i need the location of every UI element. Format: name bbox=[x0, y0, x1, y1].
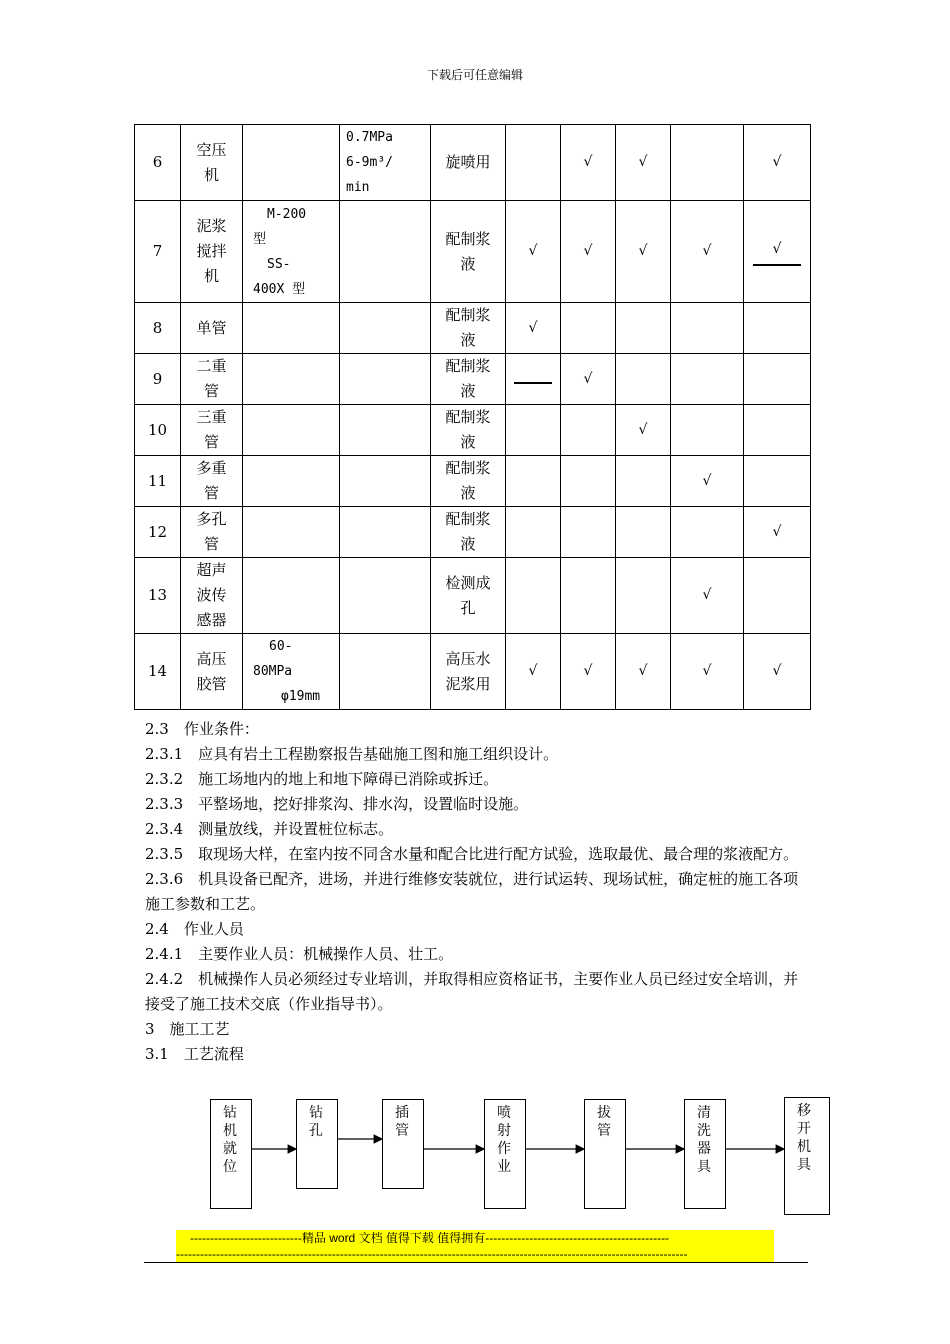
method-check-cell bbox=[671, 201, 744, 303]
footer-watermark-line2: -------------------------------------------------------------------------------------------------------------------------------- bbox=[176, 1247, 688, 1261]
check-mark: √ bbox=[772, 523, 782, 540]
method-check-cell bbox=[616, 456, 671, 507]
row-number-line: 8 bbox=[152, 318, 163, 337]
equipment-use bbox=[431, 354, 506, 405]
method-check-cell bbox=[616, 354, 671, 405]
equipment-spec bbox=[340, 303, 431, 354]
row-number-line: 10 bbox=[147, 420, 168, 439]
equipment-use-line: 孔 bbox=[460, 598, 476, 617]
equipment-name-line: 波传 bbox=[196, 586, 227, 604]
equipment-model-line: φ19mm bbox=[281, 689, 321, 704]
table-row bbox=[135, 125, 811, 201]
equipment-name bbox=[181, 558, 243, 634]
method-check-cell bbox=[506, 303, 561, 354]
equipment-spec-line: min bbox=[346, 180, 370, 195]
equipment-name-line: 超声 bbox=[196, 561, 227, 579]
equipment-use bbox=[431, 634, 506, 710]
paragraph: 3 施工工艺 bbox=[145, 1020, 230, 1038]
equipment-name-line: 搅拌 bbox=[196, 242, 227, 260]
check-mark: √ bbox=[638, 154, 648, 170]
method-check-cell bbox=[561, 303, 616, 354]
paragraph: 2.3.2 施工场地内的地上和地下障碍已消除或拆迁。 bbox=[145, 770, 499, 788]
method-check-cell bbox=[506, 405, 561, 456]
row-number-line: 12 bbox=[147, 522, 168, 541]
method-check-cell bbox=[671, 125, 744, 201]
method-check-cell bbox=[671, 558, 744, 634]
method-check-cell bbox=[561, 634, 616, 710]
method-check-cell bbox=[561, 456, 616, 507]
equipment-model-line: 80MPa bbox=[253, 664, 293, 679]
method-check-cell bbox=[744, 507, 811, 558]
footer-watermark-line1: ----------------------------精品 word 文档 值得下载 值得拥有---------------------------------------------- bbox=[190, 1231, 670, 1245]
equipment-model bbox=[243, 354, 340, 405]
equipment-use-line: 配制浆 bbox=[445, 306, 491, 324]
method-check-cell bbox=[744, 558, 811, 634]
method-check-cell bbox=[561, 125, 616, 201]
equipment-use-line: 液 bbox=[460, 433, 476, 451]
row-number bbox=[135, 303, 181, 354]
table-row bbox=[135, 634, 811, 710]
check-mark: √ bbox=[772, 154, 782, 170]
check-mark: √ bbox=[772, 241, 782, 257]
paragraph: 3.1 工艺流程 bbox=[145, 1045, 244, 1063]
paragraph: 2.4.1 主要作业人员：机械操作人员、壮工。 bbox=[145, 945, 454, 963]
equipment-model-line: 400X 型 bbox=[253, 281, 306, 297]
method-check-cell bbox=[561, 201, 616, 303]
equipment-use-line: 液 bbox=[460, 331, 476, 349]
equipment-use-line: 配制浆 bbox=[445, 357, 491, 375]
footer-rule bbox=[144, 1262, 808, 1263]
check-mark: √ bbox=[528, 243, 538, 259]
equipment-name bbox=[181, 201, 243, 303]
method-check-cell bbox=[744, 405, 811, 456]
row-number-line: 7 bbox=[152, 242, 163, 260]
method-check-cell bbox=[616, 558, 671, 634]
method-check-cell bbox=[671, 303, 744, 354]
paragraph: 2.3.6 机具设备已配齐，进场，并进行维修安装就位，进行试运转、现场试桩，确定桩的施工各项施工参数和工艺。 bbox=[145, 870, 799, 913]
equipment-spec-line: 0.7MPa bbox=[346, 130, 393, 145]
check-mark: √ bbox=[583, 370, 593, 387]
equipment-use bbox=[431, 507, 506, 558]
method-check-cell bbox=[616, 507, 671, 558]
method-check-cell bbox=[506, 507, 561, 558]
method-check-cell bbox=[671, 405, 744, 456]
equipment-use-line: 液 bbox=[460, 535, 476, 553]
flow-step: 钻机就位 bbox=[210, 1099, 252, 1209]
equipment-name-line: 管 bbox=[203, 382, 219, 400]
equipment-name-line: 泥浆 bbox=[196, 217, 227, 235]
method-check-cell bbox=[744, 125, 811, 201]
row-number bbox=[135, 507, 181, 558]
method-check-cell bbox=[744, 634, 811, 710]
check-mark: √ bbox=[702, 472, 712, 489]
equipment-name-line: 感器 bbox=[196, 611, 227, 629]
row-number bbox=[135, 558, 181, 634]
method-check-cell bbox=[744, 456, 811, 507]
paragraph: 2.3.3 平整场地，挖好排浆沟、排水沟，设置临时设施。 bbox=[145, 795, 529, 813]
table-row bbox=[135, 558, 811, 634]
row-number bbox=[135, 354, 181, 405]
method-check-cell bbox=[506, 354, 561, 405]
equipment-use-line: 泥浆用 bbox=[445, 674, 491, 693]
equipment-use-line: 液 bbox=[460, 484, 476, 502]
underline-mark bbox=[753, 264, 801, 266]
equipment-name bbox=[181, 507, 243, 558]
method-check-cell bbox=[744, 303, 811, 354]
equipment-name-line: 机 bbox=[203, 165, 219, 184]
paragraph: 2.4.2 机械操作人员必须经过专业培训，并取得相应资格证书，主要作业人员已经过安全培训，并接受了施工技术交底（作业指导书）。 bbox=[145, 970, 799, 1013]
paragraph: 2.3.1 应具有岩土工程勘察报告基础施工图和施工组织设计。 bbox=[145, 745, 559, 763]
equipment-model-line: 型 bbox=[253, 231, 267, 247]
method-check-cell bbox=[671, 634, 744, 710]
method-check-cell bbox=[744, 354, 811, 405]
equipment-spec bbox=[340, 354, 431, 405]
table-row bbox=[135, 354, 811, 405]
equipment-use-line: 配制浆 bbox=[445, 510, 491, 528]
table-row bbox=[135, 507, 811, 558]
equipment-name-line: 胶管 bbox=[196, 674, 227, 693]
equipment-name bbox=[181, 125, 243, 201]
row-number bbox=[135, 456, 181, 507]
check-mark: √ bbox=[702, 243, 712, 259]
equipment-name-line: 管 bbox=[203, 484, 219, 502]
equipment-model bbox=[243, 558, 340, 634]
check-mark: √ bbox=[583, 154, 593, 170]
equipment-use bbox=[431, 201, 506, 303]
equipment-name-line: 三重 bbox=[196, 408, 227, 426]
check-mark: √ bbox=[583, 663, 593, 679]
equipment-use bbox=[431, 125, 506, 201]
method-check-cell bbox=[671, 456, 744, 507]
equipment-model-line: M-200 bbox=[267, 206, 307, 222]
equipment-use bbox=[431, 405, 506, 456]
check-mark: √ bbox=[638, 663, 648, 679]
equipment-use bbox=[431, 558, 506, 634]
method-check-cell bbox=[561, 507, 616, 558]
equipment-spec-line: 6-9m³/ bbox=[346, 155, 393, 170]
equipment-name bbox=[181, 405, 243, 456]
equipment-model bbox=[243, 507, 340, 558]
equipment-spec bbox=[340, 125, 431, 201]
equipment-model bbox=[243, 634, 340, 710]
method-check-cell bbox=[561, 405, 616, 456]
equipment-name-line: 二重 bbox=[196, 357, 227, 375]
flow-step: 拔 管 bbox=[584, 1099, 626, 1209]
check-mark: √ bbox=[702, 663, 712, 679]
equipment-use-line: 旋喷用 bbox=[445, 153, 491, 171]
table-row bbox=[135, 201, 811, 303]
method-check-cell bbox=[506, 125, 561, 201]
equipment-model-line: SS- bbox=[267, 256, 291, 272]
row-number bbox=[135, 634, 181, 710]
flow-step: 钻 孔 bbox=[296, 1099, 338, 1189]
method-check-cell bbox=[744, 201, 811, 303]
equipment-use-line: 液 bbox=[460, 382, 476, 400]
equipment-name-line: 多重 bbox=[196, 459, 227, 477]
flow-step: 清洗器具 bbox=[684, 1099, 726, 1209]
equipment-name bbox=[181, 354, 243, 405]
equipment-use-line: 配制浆 bbox=[445, 408, 491, 426]
flow-step: 移开机具 bbox=[784, 1097, 830, 1215]
method-check-cell bbox=[616, 634, 671, 710]
paragraph: 2.3.4 测量放线，并设置桩位标志。 bbox=[145, 820, 394, 838]
equipment-spec bbox=[340, 405, 431, 456]
equipment-use-line: 液 bbox=[460, 254, 476, 273]
check-mark: √ bbox=[638, 243, 648, 259]
equipment-model bbox=[243, 456, 340, 507]
equipment-model bbox=[243, 405, 340, 456]
method-check-cell bbox=[616, 303, 671, 354]
row-number bbox=[135, 125, 181, 201]
equipment-name-line: 单管 bbox=[196, 318, 227, 337]
equipment-name-line: 高压 bbox=[196, 649, 227, 668]
row-number-line: 13 bbox=[147, 586, 168, 604]
equipment-name bbox=[181, 456, 243, 507]
table-row bbox=[135, 456, 811, 507]
equipment-spec bbox=[340, 507, 431, 558]
equipment-use bbox=[431, 303, 506, 354]
method-check-cell bbox=[506, 201, 561, 303]
equipment-name-line: 空压 bbox=[196, 140, 227, 159]
equipment-spec bbox=[340, 558, 431, 634]
underline-mark bbox=[514, 382, 552, 384]
equipment-use-line: 配制浆 bbox=[445, 459, 491, 477]
method-check-cell bbox=[616, 201, 671, 303]
row-number-line: 14 bbox=[147, 662, 168, 680]
check-mark: √ bbox=[772, 663, 782, 679]
method-check-cell bbox=[561, 354, 616, 405]
process-flow-diagram bbox=[0, 1095, 950, 1220]
method-check-cell bbox=[506, 634, 561, 710]
equipment-table bbox=[134, 124, 811, 710]
row-number bbox=[135, 405, 181, 456]
equipment-name-line: 管 bbox=[203, 535, 219, 553]
row-number bbox=[135, 201, 181, 303]
equipment-use-line: 检测成 bbox=[445, 573, 491, 592]
method-check-cell bbox=[671, 354, 744, 405]
check-mark: √ bbox=[528, 663, 538, 679]
paragraph: 2.3.5 取现场大样，在室内按不同含水量和配合比进行配方试验，选取最优、最合理的浆液配方。 bbox=[145, 845, 799, 863]
equipment-spec bbox=[340, 634, 431, 710]
check-mark: √ bbox=[638, 421, 648, 438]
row-number-line: 6 bbox=[152, 153, 163, 171]
header-note: 下载后可任意编辑 bbox=[426, 68, 523, 82]
row-number-line: 9 bbox=[152, 369, 163, 388]
flow-step: 插 管 bbox=[382, 1099, 424, 1189]
equipment-model bbox=[243, 125, 340, 201]
equipment-name-line: 机 bbox=[203, 267, 219, 285]
table-row bbox=[135, 405, 811, 456]
equipment-name bbox=[181, 634, 243, 710]
footer-watermark bbox=[176, 1230, 774, 1262]
equipment-name-line: 多孔 bbox=[196, 510, 227, 528]
equipment-name bbox=[181, 303, 243, 354]
check-mark: √ bbox=[583, 243, 593, 259]
body-text bbox=[145, 717, 810, 1067]
paragraph: 2.3 作业条件： bbox=[145, 720, 259, 738]
check-mark: √ bbox=[528, 319, 538, 336]
flow-step: 喷射作业 bbox=[484, 1099, 526, 1209]
equipment-spec bbox=[340, 201, 431, 303]
method-check-cell bbox=[506, 558, 561, 634]
equipment-use-line: 高压水 bbox=[445, 649, 491, 668]
paragraph: 2.4 作业人员 bbox=[145, 920, 244, 938]
equipment-name-line: 管 bbox=[203, 433, 219, 451]
row-number-line: 11 bbox=[147, 471, 168, 490]
method-check-cell bbox=[561, 558, 616, 634]
method-check-cell bbox=[671, 507, 744, 558]
equipment-model bbox=[243, 303, 340, 354]
equipment-use-line: 配制浆 bbox=[445, 229, 491, 248]
table-row bbox=[135, 303, 811, 354]
check-mark: √ bbox=[702, 587, 712, 603]
equipment-model bbox=[243, 201, 340, 303]
equipment-model-line: 60- bbox=[269, 639, 293, 654]
method-check-cell bbox=[616, 405, 671, 456]
equipment-spec bbox=[340, 456, 431, 507]
equipment-use bbox=[431, 456, 506, 507]
method-check-cell bbox=[616, 125, 671, 201]
method-check-cell bbox=[506, 456, 561, 507]
